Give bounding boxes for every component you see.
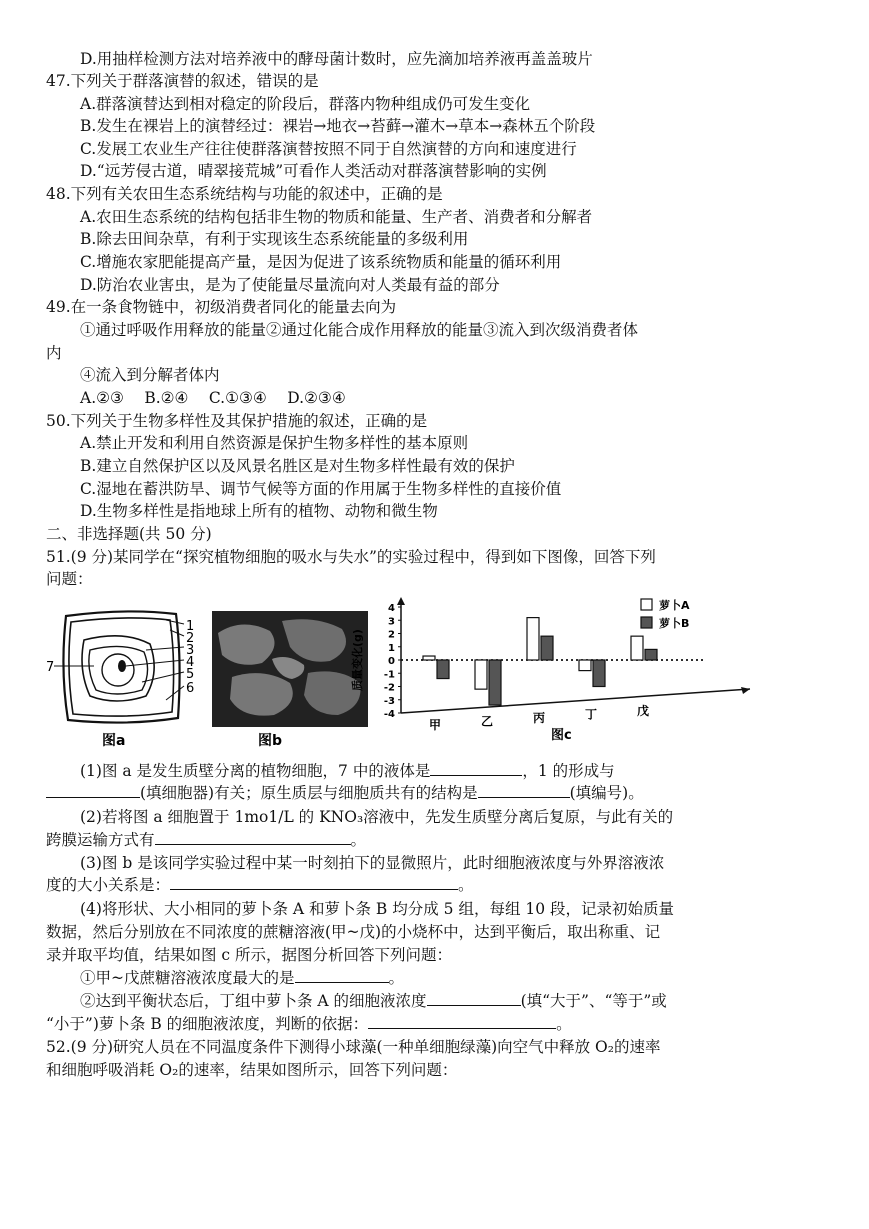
q51-2-line1: (2)若将图 a 细胞置于 1mo1/L 的 KNO₃溶液中，先发生质壁分离后复原，与此有关的 [80, 808, 674, 826]
legend-label: 萝卜B [659, 617, 690, 630]
label-1: 1 [186, 619, 195, 634]
q51-3-text-b: 度的大小关系是： [46, 876, 171, 894]
question-49: 49.在一条食物链中，初级消费者同化的能量去向为 [46, 298, 397, 316]
bar-a [423, 656, 435, 660]
q51-4-sub2-cont-end: 。 [556, 1015, 572, 1033]
question-48: 48.下列有关农田生态系统结构与功能的叙述中，正确的是 [46, 185, 443, 203]
answer-blank-7-liquid[interactable] [430, 760, 522, 776]
y-tick-label: 1 [388, 642, 395, 654]
q51-4-sub2-cont-text: “小于”)萝卜条 B 的细胞液浓度，判断的依据： [46, 1015, 369, 1033]
x-tick-label: 乙 [480, 714, 494, 729]
option-a-50: A.禁止开发和利用自然资源是保护生物多样性的基本原则 [80, 434, 469, 452]
answer-blank-max-concentration[interactable] [295, 967, 389, 983]
option-a-47: A.群落演替达到相对稳定的阶段后，群落内物种组成仍可发生变化 [80, 95, 531, 113]
q51-2-text-c: 。 [350, 831, 367, 849]
option-d-50: D.生物多样性是指地球上所有的植物、动物和微生物 [80, 502, 438, 520]
x-tick-label: 丁 [584, 707, 598, 722]
q51-1-text-c: (填细胞器)有关；原生质层与细胞质共有的结构是 [140, 784, 478, 802]
figure-a-caption: 图a [102, 733, 126, 749]
question-47: 47.下列关于群落演替的叙述，错误的是 [46, 72, 319, 90]
bar-a [475, 660, 487, 689]
option-d-47: D.“远芳侵古道，晴翠接荒城”可看作人类活动对群落演替影响的实例 [80, 162, 547, 180]
question-50: 50.下列关于生物多样性及其保护措施的叙述，正确的是 [46, 412, 428, 430]
y-tick-label: 4 [388, 603, 395, 614]
bar-a [579, 660, 591, 671]
y-tick-label: 3 [388, 616, 395, 628]
q51-1-text-b: ，1 的形成与 [522, 762, 615, 780]
label-3: 3 [186, 643, 195, 658]
bar-b [593, 660, 605, 687]
question-51-cont: 问题： [46, 570, 93, 588]
q51-4-sub2-end: (填“大于”、“等于”或 [520, 992, 667, 1010]
item-list-49-4: ④流入到分解者体内 [80, 366, 220, 384]
question-52-cont: 和细胞呼吸消耗 O₂的速率，结果如图所示，回答下列问题： [46, 1061, 458, 1079]
y-tick-label: -1 [383, 669, 395, 681]
label-6: 6 [186, 681, 195, 696]
q51-2-text-b: 跨膜运输方式有 [46, 831, 155, 849]
legend-swatch [641, 617, 652, 628]
question-52: 52.(9 分)研究人员在不同温度条件下测得小球藻(一种单细胞绿藻)向空气中释放 O₂的速率 [46, 1038, 661, 1056]
y-axis-label: 质量变化(g) [351, 629, 364, 691]
answer-blank-structure[interactable] [478, 782, 570, 798]
x-axis-arrow [741, 687, 750, 694]
options-49: A.②③ B.②④ C.①③④ D.②③④ [80, 389, 346, 407]
q51-2-line2 [46, 829, 366, 851]
q51-4-line3: 录并取平均值，结果如图 c 所示，据图分析回答下列问题： [46, 946, 453, 964]
cell-diagram [46, 600, 206, 752]
q51-4-sub2 [80, 990, 667, 1012]
y-axis-arrow [397, 597, 405, 605]
answer-blank-transport[interactable] [155, 829, 351, 845]
bar-b [541, 636, 553, 660]
bar-b [645, 649, 657, 660]
section-heading: 二、非选择题(共 50 分) [46, 525, 212, 543]
option-b-50: B.建立自然保护区以及风景名胜区是对生物多样性最有效的保护 [80, 457, 515, 475]
figure-c-caption: 图c [551, 728, 572, 743]
x-tick-label: 戊 [636, 704, 650, 718]
y-tick-label: -3 [383, 695, 395, 707]
q51-4-sub1 [80, 967, 404, 989]
q51-1-text-a: (1)图 a 是发生质壁分离的植物细胞，7 中的液体是 [80, 762, 431, 780]
option-a-48: A.农田生态系统的结构包括非生物的物质和能量、生产者、消费者和分解者 [80, 208, 593, 226]
q51-4-sub2-text: ②达到平衡状态后，丁组中萝卜条 A 的细胞液浓度 [80, 992, 427, 1010]
q51-3-text-c: 。 [458, 876, 474, 894]
q51-1-text-d: (填编号)。 [569, 784, 644, 802]
x-axis [401, 689, 750, 713]
x-tick-label: 丙 [532, 711, 546, 725]
option-c-48: C.增施农家肥能提高产量，是因为促进了该系统物质和能量的循环利用 [80, 253, 562, 271]
option-d-48: D.防治农业害虫，是为了使能量尽量流向对人类最有益的部分 [80, 276, 500, 294]
q51-3-line2 [46, 874, 474, 896]
question-51: 51.(9 分)某同学在“探究植物细胞的吸水与失水”的实验过程中，得到如下图像，回答下列 [46, 548, 656, 566]
figure-c-chart [345, 595, 760, 755]
label-2: 2 [186, 631, 195, 646]
q51-1-line1 [80, 760, 615, 782]
answer-blank-concentration[interactable] [170, 874, 458, 890]
option-b-47: B.发生在裸岩上的演替经过：裸岩→地衣→苔藓→灌木→草本→森林五个阶段 [80, 117, 596, 135]
label-4: 4 [186, 655, 195, 670]
figure-a [46, 600, 206, 752]
bar-a [527, 618, 539, 660]
y-tick-label: 0 [388, 656, 395, 667]
bar-a [631, 636, 643, 660]
answer-blank-compare[interactable] [427, 990, 521, 1006]
bar-chart [345, 595, 760, 755]
bar-b [437, 660, 449, 679]
q51-1-line2 [46, 782, 644, 804]
option-d-46: D.用抽样检测方法对培养液中的酵母菌计数时，应先滴加培养液再盖盖玻片 [80, 50, 593, 68]
q51-4-line2: 数据，然后分别放在不同浓度的蔗糖溶液(甲~戊)的小烧杯中，达到平衡后，取出称重、记 [46, 923, 661, 941]
q51-4-sub1-end: 。 [388, 969, 405, 987]
legend-label: 萝卜A [659, 599, 690, 612]
option-c-50: C.湿地在蓄洪防旱、调节气候等方面的作用属于生物多样性的直接价值 [80, 480, 562, 498]
legend-swatch [641, 599, 652, 610]
answer-blank-organelle[interactable] [46, 782, 140, 798]
y-tick-label: 2 [388, 629, 395, 641]
q51-4-sub1-text: ①甲~戊蔗糖溶液浓度最大的是 [80, 969, 295, 987]
y-tick-label: -2 [383, 682, 395, 694]
option-b-48: B.除去田间杂草，有利于实现该生态系统能量的多级利用 [80, 230, 469, 248]
answer-blank-basis[interactable] [368, 1013, 556, 1029]
q51-4-sub2-cont [46, 1013, 572, 1035]
bar-b [489, 660, 501, 705]
figure-b-caption: 图b [258, 733, 283, 749]
x-tick-label: 甲 [428, 718, 442, 732]
q51-3-line1: (3)图 b 是该同学实验过程中某一时刻拍下的显微照片，此时细胞液浓度与外界溶液浓 [80, 854, 665, 872]
label-5: 5 [186, 667, 195, 682]
option-c-47: C.发展工农业生产往往使群落演替按照不同于自然演替的方向和速度进行 [80, 140, 577, 158]
item-list-49: ①通过呼吸作用释放的能量②通过化能合成作用释放的能量③流入到次级消费者体 [80, 321, 639, 339]
label-7: 7 [46, 660, 55, 675]
y-tick-label: -4 [383, 709, 395, 720]
q51-4-line1: (4)将形状、大小相同的萝卜条 A 和萝卜条 B 均分成 5 组，每组 10 段，记录初始质量 [80, 900, 675, 918]
item-list-49-cont: 内 [46, 344, 62, 362]
